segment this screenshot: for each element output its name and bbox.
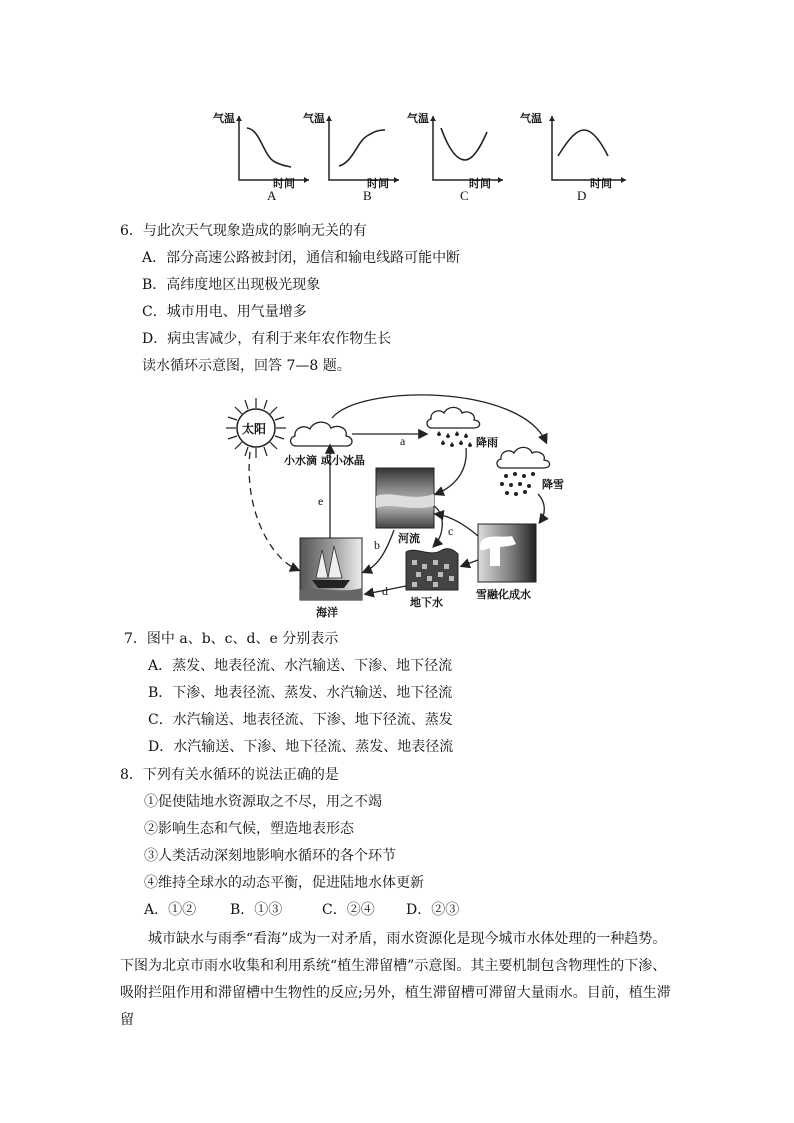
choice-a: A．①② [144,902,197,918]
graph-d-plot [540,116,630,186]
graph-letter: D [577,188,587,203]
graph-letter: B [363,188,372,203]
graph-xlabel: 时间 [273,177,295,190]
option-d: D．水汽输送、下渗、地下径流、蒸发、地表径流 [148,739,454,755]
graph-ylabel: 气温 [520,112,542,125]
graph-ylabel: 气温 [303,112,325,125]
arrow-melt-to-groundwater [462,560,478,566]
arrow-label-b: b [374,538,380,552]
sun-label: 太阳 [242,422,267,436]
axes [433,116,503,180]
question-stem: 8．下列有关水循环的说法正确的是 [120,767,339,783]
question-stem: 6．与此次天气现象造成的影响无关的有 [120,223,367,239]
choice-d: D．②③ [406,902,460,918]
arrow-y [236,116,242,121]
arrow-y [549,116,555,121]
curve-b [339,130,385,166]
arrow-rain-to-river [436,448,466,494]
graph-d [520,108,630,208]
ocean-label: 海洋 [316,606,338,619]
arrow-label-a: a [400,434,406,448]
option-d: D．病虫害减少，有利于来年农作物生长 [142,331,392,347]
graph-xlabel: 时间 [367,177,389,190]
river-label: 河流 [398,532,420,545]
arrow-label-e: e [318,494,324,508]
arrow-x [394,177,399,183]
option-b: B．下渗、地表径流、蒸发、水汽输送、地下径流 [148,685,453,701]
arrow-label-c: c [448,524,454,538]
groundwater-label: 地下水 [410,596,443,609]
curve-c [441,128,487,160]
snowmelt-image [478,524,536,582]
curve-a [247,128,291,167]
ocean-image [300,538,362,600]
arrow-sun-to-ocean [249,452,298,570]
snowmelt-label: 雪融化成水 [476,588,531,601]
question-stem: 7．图中 a、b、c、d、e 分别表示 [124,631,339,647]
rain-cloud-icon [427,407,480,447]
statement-2: ②影响生态和气候，塑造地表形态 [144,821,354,837]
graph-b-plot [323,116,403,186]
intro-7-8: 读水循环示意图，回答 7—8 题。 [142,358,351,374]
arrow-x [621,177,626,183]
option-a: A．部分高速公路被封闭，通信和输电线路可能中断 [142,250,461,266]
rain-label: 降雨 [476,436,498,449]
choice-c: C．②④ [322,902,375,918]
statement-3: ③人类活动深刻地影响水循环的各个环节 [144,848,396,864]
graph-c-plot [427,116,507,186]
statement-4: ④维持全球水的动态平衡，促进陆地水体更新 [144,875,424,891]
option-c: C．城市用电、用气量增多 [142,304,307,320]
option-c: C．水汽输送、地表径流、下渗、地下径流、蒸发 [148,712,453,728]
axes [329,116,399,180]
choice-b: B．①③ [230,902,283,918]
graph-ylabel: 气温 [407,112,429,125]
arrow-label-d: d [382,584,388,598]
graph-a [213,108,313,208]
curve-d [558,130,608,156]
arrow-c [434,506,442,546]
water-cycle-diagram [220,390,564,620]
graph-xlabel: 时间 [590,177,612,190]
graph-letter: A [267,188,277,203]
arrow-y [326,116,332,121]
arrow-y [430,116,436,121]
graph-b [303,108,403,208]
arrow-x [498,177,503,183]
statement-1: ①促使陆地水资源取之不尽，用之不竭 [144,794,382,810]
graph-letter: C [460,188,469,203]
arrow-snow-to-melt [538,494,544,522]
graph-ylabel: 气温 [213,112,235,125]
axes [239,116,309,180]
river-image [376,468,434,528]
graph-xlabel: 时间 [469,177,491,190]
snow-label: 降雪 [542,478,564,491]
cloud-icon [291,422,352,446]
graph-c [407,108,507,208]
option-a: A．蒸发、地表径流、水汽输送、下渗、地下径流 [148,658,453,674]
option-b: B．高纬度地区出现极光现象 [142,277,321,293]
cloud-label: 小水滴 或小冰晶 [284,454,365,467]
reading-paragraph: 城市缺水与雨季“看海”成为一对矛盾，雨水资源化是现今城市水体处理的一种趋势。下图为北京市雨水收集和利用系统“植生滞留槽”示意图。其主要机制包含物理性的下渗、吸附拦阻作用和滞留槽中生物性的反应;另外，植生滞留槽可滞留大量雨水。目前，植生滞留 [120,931,671,1028]
temperature-graphs [0,0,794,210]
groundwater-image [406,549,458,590]
